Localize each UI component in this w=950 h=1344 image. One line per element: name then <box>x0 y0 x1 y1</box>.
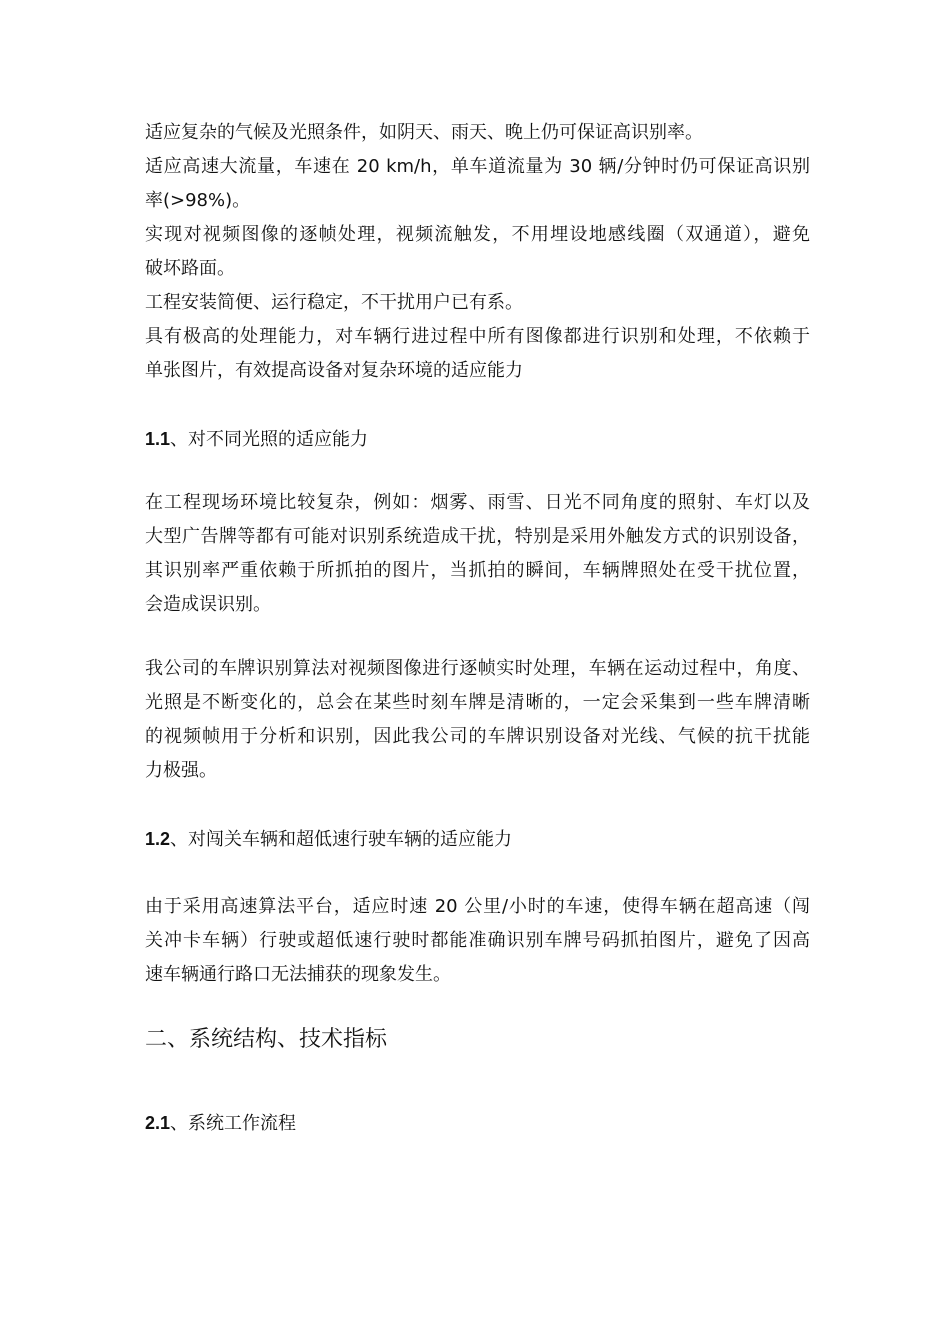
text-line: 实现对视频图像的逐帧处理，视频流触发，不用埋设地感线圈（双通道），避免 <box>145 224 810 245</box>
text-line: 速车辆通行路口无法捕获的现象发生。 <box>145 964 451 985</box>
text-line: 力极强。 <box>145 760 217 781</box>
section-heading-2-1 <box>145 1106 810 1140</box>
text-line: 大型广告牌等都有可能对识别系统造成干扰，特别是采用外触发方式的识别设备， <box>145 526 810 547</box>
text-line: 破坏路面。 <box>145 258 235 279</box>
section-number: 1.2 <box>145 829 171 849</box>
text-line: 由于采用高速算法平台，适应时速 20 公里/小时的车速，使得车辆在超高速（闯 <box>145 896 810 917</box>
text-line: 在工程现场环境比较复杂，例如：烟雾、雨雪、日光不同角度的照射、车灯以及 <box>145 492 810 513</box>
section-title: 、系统工作流程 <box>170 1113 297 1134</box>
section-number: 1.1 <box>145 429 171 449</box>
text-line: 适应高速大流量，车速在 20 km/h，单车道流量为 30 辆/分钟时仍可保证高识别 <box>145 156 810 177</box>
section-title: 、对闯关车辆和超低速行驶车辆的适应能力 <box>170 829 513 850</box>
section-number: 2.1 <box>145 1113 171 1133</box>
text-line: 工程安装简便、运行稳定，不干扰用户已有系。 <box>145 292 523 313</box>
section-heading-1-2 <box>145 822 810 856</box>
section-heading-2 <box>145 1023 810 1057</box>
intro-paragraph <box>145 116 810 388</box>
text-line: 单张图片，有效提高设备对复杂环境的适应能力 <box>145 360 523 381</box>
section-title: 、对不同光照的适应能力 <box>170 429 369 450</box>
text-line: 会造成误识别。 <box>145 594 271 615</box>
section-1-2-paragraph <box>145 890 810 992</box>
text-line: 关冲卡车辆）行驶或超低速行驶时都能准确识别车牌号码抓拍图片，避免了因高 <box>145 930 810 951</box>
text-line: 适应复杂的气候及光照条件，如阴天、雨天、晚上仍可保证高识别率。 <box>145 122 703 143</box>
text-line: 具有极高的处理能力，对车辆行进过程中所有图像都进行识别和处理，不依赖于 <box>145 326 810 347</box>
section-heading-1-1 <box>145 422 810 456</box>
text-line: 其识别率严重依赖于所抓拍的图片，当抓拍的瞬间，车辆牌照处在受干扰位置， <box>145 560 810 581</box>
text-line: 我公司的车牌识别算法对视频图像进行逐帧实时处理，车辆在运动过程中，角度、 <box>145 658 810 679</box>
section-1-1-paragraph-2 <box>145 652 810 788</box>
section-1-1-paragraph-1 <box>145 486 810 622</box>
section-title: 二、系统结构、技术指标 <box>145 1027 388 1052</box>
text-line: 率(>98%)。 <box>145 190 251 211</box>
text-line: 光照是不断变化的，总会在某些时刻车牌是清晰的，一定会采集到一些车牌清晰 <box>145 692 810 713</box>
text-line: 的视频帧用于分析和识别，因此我公司的车牌识别设备对光线、气候的抗干扰能 <box>145 726 810 747</box>
